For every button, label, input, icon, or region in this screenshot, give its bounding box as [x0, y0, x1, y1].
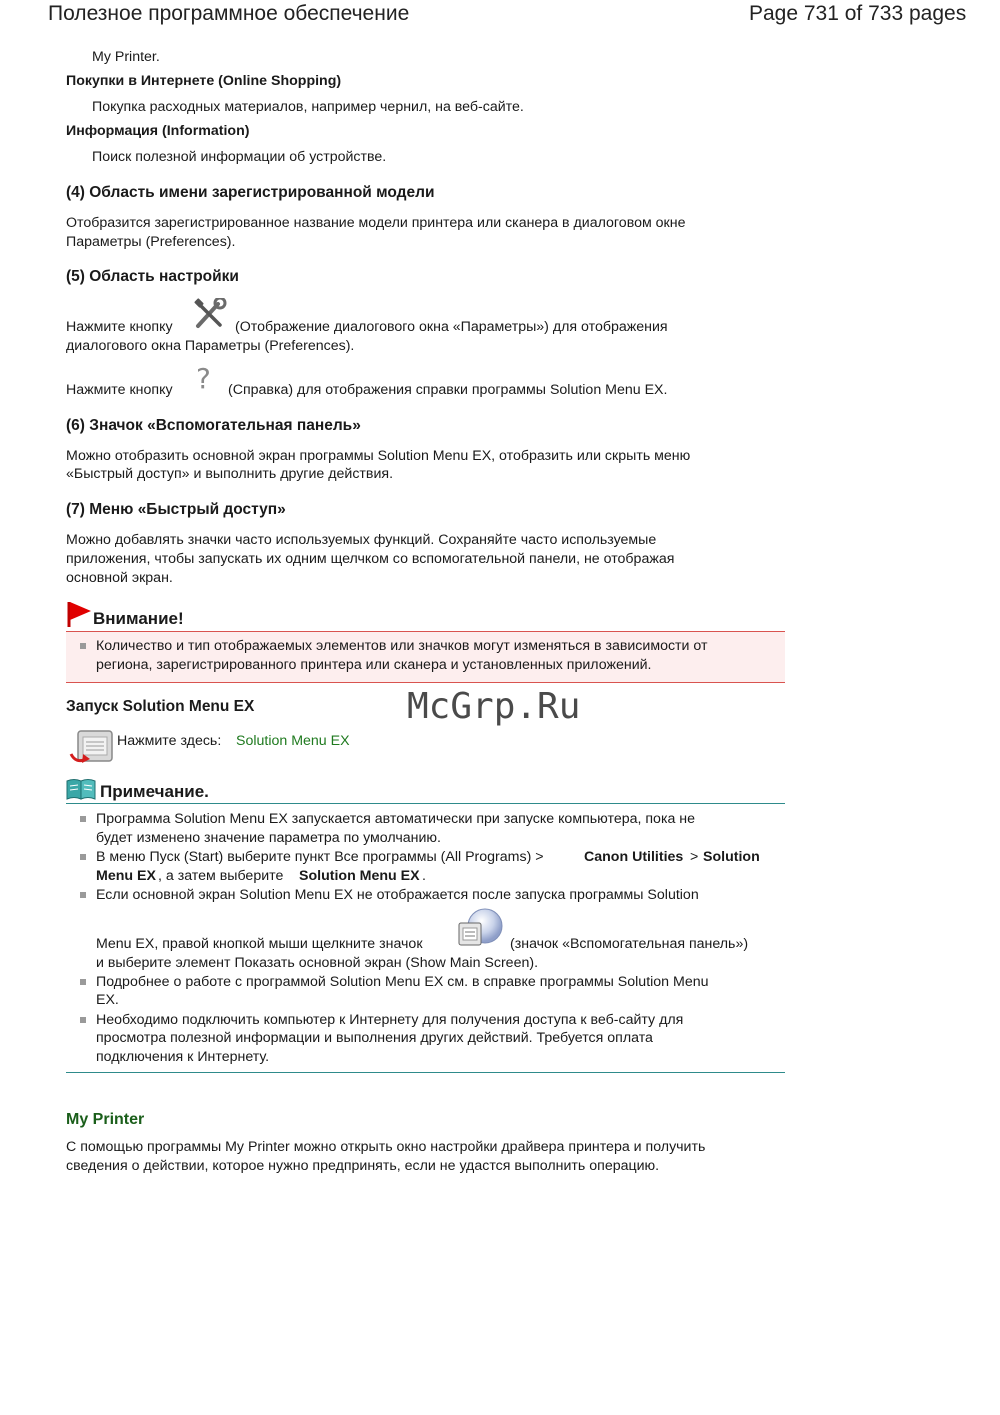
- watermark-text: McGrp.Ru: [407, 686, 581, 727]
- note-bullet-4: [80, 979, 86, 985]
- note-b2-dot: .: [422, 868, 426, 884]
- click-here-label: Нажмите здесь:: [117, 733, 222, 749]
- my-printer-line2: сведения о действии, которое нужно предпринять, если не удастся выполнить операцию.: [66, 1158, 660, 1174]
- my-printer-heading: My Printer: [66, 1111, 145, 1128]
- note-b4-line2: EX.: [96, 992, 119, 1008]
- note-b3-prefix: Menu EX, правой кнопкой мыши щелкните значок: [96, 936, 423, 952]
- note-b3-suffix: (значок «Вспомогательная панель»): [510, 936, 749, 952]
- note-bullet-5: [80, 1017, 86, 1023]
- my-printer-line1: С помощью программы My Printer можно открыть окно настройки драйвера принтера и получить: [66, 1139, 706, 1155]
- page-number: Page 731 of 733 pages: [749, 2, 967, 25]
- section7-heading: (7) Меню «Быстрый доступ»: [66, 501, 286, 518]
- note-b2-menu-ex: Menu EX: [96, 868, 156, 884]
- attention-text-line1: Количество и тип отображаемых элементов или значков могут изменяться в зависимости от: [96, 638, 708, 654]
- online-shopping-desc: Покупка расходных материалов, например чернил, на веб-сайте.: [92, 99, 524, 115]
- attention-text-line2: региона, зарегистрированного принтера или сканера и установленных приложений.: [96, 657, 652, 673]
- note-b3-line3: и выберите элемент Показать основной экран (Show Main Screen).: [96, 955, 539, 971]
- information-desc: Поиск полезной информации об устройстве.: [92, 149, 387, 165]
- section7-text-line3: основной экран.: [66, 570, 173, 586]
- note-b2-prefix: В меню Пуск (Start) выберите пункт Все программы (All Programs) >: [96, 849, 544, 865]
- page-header-title: Полезное программное обеспечение: [48, 2, 410, 25]
- launch-heading: Запуск Solution Menu EX: [66, 698, 255, 715]
- section7-text-line2: приложения, чтобы запускать их одним щелчком со вспомогательной панели, не отображая: [66, 551, 675, 567]
- information-term: Информация (Information): [66, 123, 250, 139]
- solution-menu-shortcut-icon[interactable]: [68, 728, 114, 766]
- help-button-prefix: Нажмите кнопку: [66, 382, 173, 398]
- helper-panel-icon: [455, 907, 505, 949]
- section5-heading: (5) Область настройки: [66, 268, 239, 285]
- my-printer-desc: My Printer.: [92, 49, 160, 65]
- preferences-tools-icon[interactable]: [192, 298, 228, 330]
- section6-text-line2: «Быстрый доступ» и выполнить другие действия.: [66, 466, 394, 482]
- red-flag-icon: [66, 600, 92, 628]
- online-shopping-term: Покупки в Интернете (Online Shopping): [66, 73, 342, 89]
- section4-heading: (4) Область имени зарегистрированной модели: [66, 184, 435, 201]
- attention-title: Внимание!: [93, 609, 184, 628]
- note-b3-line1: Если основной экран Solution Menu EX не отображается после запуска программы Solution: [96, 887, 699, 903]
- note-bottom-rule: [66, 1072, 785, 1073]
- pref-button-suffix: (Отображение диалогового окна «Параметры») для отображения: [235, 319, 668, 335]
- note-top-rule: [66, 803, 785, 804]
- book-icon: [66, 778, 96, 800]
- note-b2-canon: Canon Utilities: [584, 849, 684, 865]
- section7-text-line1: Можно добавлять значки часто используемых функций. Сохраняйте часто используемые: [66, 532, 657, 548]
- note-b4-line1: Подробнее о работе с программой Solution Menu EX см. в справке программы Solution Menu: [96, 974, 709, 990]
- help-button-suffix: (Справка) для отображения справки программы Solution Menu EX.: [228, 382, 668, 398]
- pref-button-prefix: Нажмите кнопку: [66, 319, 173, 335]
- note-b2-solution: Solution: [703, 849, 760, 865]
- note-b5-line2: просмотра полезной информации и выполнения других действий. Требуется оплата: [96, 1030, 653, 1046]
- attention-bullet: [80, 643, 86, 649]
- section6-heading: (6) Значок «Вспомогательная панель»: [66, 417, 361, 434]
- note-b2-mid: , а затем выберите: [158, 868, 284, 884]
- section6-text-line1: Можно отобразить основной экран программы Solution Menu EX, отобразить или скрыть меню: [66, 448, 691, 464]
- note-b5-line3: подключения к Интернету.: [96, 1049, 270, 1065]
- note-bullet-2: [80, 854, 86, 860]
- pref-text-line2: диалогового окна Параметры (Preferences).: [66, 338, 355, 354]
- note-bullet-3: [80, 892, 86, 898]
- note-b2-sme: Solution Menu EX: [299, 868, 420, 884]
- note-b1-line1: Программа Solution Menu EX запускается автоматически при запуске компьютера, пока не: [96, 811, 696, 827]
- note-b1-line2: будет изменено значение параметра по умолчанию.: [96, 830, 441, 846]
- solution-menu-link[interactable]: Solution Menu EX: [236, 733, 350, 749]
- section4-text-line1: Отобразится зарегистрированное название модели принтера или сканера в диалоговом окне: [66, 215, 686, 231]
- note-bullet-1: [80, 816, 86, 822]
- section4-text-line2: Параметры (Preferences).: [66, 234, 236, 250]
- note-b5-line1: Необходимо подключить компьютер к Интернету для получения доступа к веб-сайту для: [96, 1012, 684, 1028]
- help-question-icon[interactable]: ?: [196, 362, 211, 395]
- note-b2-gt: >: [690, 849, 699, 865]
- note-title: Примечание.: [100, 782, 209, 801]
